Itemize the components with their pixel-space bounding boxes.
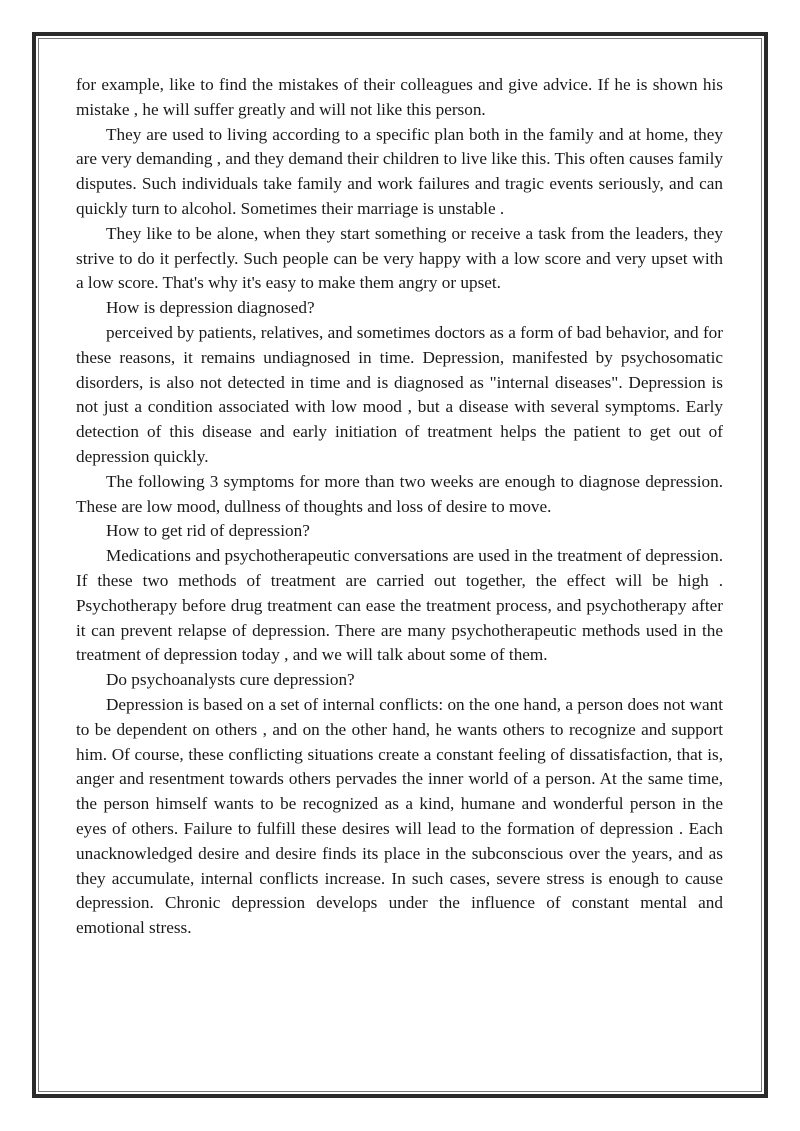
heading-treatment: How to get rid of depression? (106, 521, 310, 541)
heading-diagnosis: How is depression diagnosed? (106, 298, 315, 318)
paragraph-diagnosis: perceived by patients, relatives, and sometimes doctors as a form of bad behavior, and for these reasons, it remains undiagnosed in time. Depression, manifested by psychosomatic disorders, is also not detected in time and is diagnosed as "internal diseases". Depression is not just a condition associated with low mood , but a disease with several symptoms. Early detection of this disease and early initiation of treatment helps the patient to get out of depression quickly. (76, 322, 723, 466)
heading-psychoanalysis: Do psychoanalysts cure depression? (106, 670, 355, 690)
paragraph-continuation: for example, like to find the mistakes of their colleagues and give advice. If he is shown his mistake , he will suffer greatly and will not like this person. (76, 75, 723, 119)
document-body (76, 73, 723, 941)
paragraph-family-plan: They are used to living according to a specific plan both in the family and at home, they are very demanding , and they demand their children to live like this. This often causes family disputes. Such individuals take family and work failures and tragic events seriously, and can quickly turn to alcohol. Sometimes their marriage is unstable . (76, 124, 723, 218)
paragraph-treatment: Medications and psychotherapeutic conversations are used in the treatment of depression. If these two methods of treatment are carried out together, the effect will be high . Psychotherapy before drug treatment can ease the treatment process, and psychotherapy after it can prevent relapse of depression. There are many psychotherapeutic methods used in the treatment of depression today , and we will talk about some of them. (76, 546, 723, 665)
paragraph-internal-conflicts: Depression is based on a set of internal conflicts: on the one hand, a person does not want to be dependent on others , and on the other hand, he wants others to recognize and support him. Of course, these conflicting situations create a constant feeling of dissatisfaction, that is, anger and resentment towards others pervades the inner world of a person. At the same time, the person himself wants to be recognized as a kind, humane and wonderful person in the eyes of others. Failure to fulfill these desires will lead to the formation of depression . Each unacknowledged desire and desire finds its place in the subconscious over the years, and as they accumulate, internal conflicts increase. In such cases, severe stress is enough to cause depression. Chronic depression develops under the influence of constant mental and emotional stress. (76, 694, 723, 938)
paragraph-perfectionism: They like to be alone, when they start something or receive a task from the leaders, they strive to do it perfectly. Such people can be very happy with a low score and very upset with a low score. That's why it's easy to make them angry or upset. (76, 223, 723, 293)
paragraph-symptoms: The following 3 symptoms for more than two weeks are enough to diagnose depression. These are low mood, dullness of thoughts and loss of desire to move. (76, 471, 723, 516)
